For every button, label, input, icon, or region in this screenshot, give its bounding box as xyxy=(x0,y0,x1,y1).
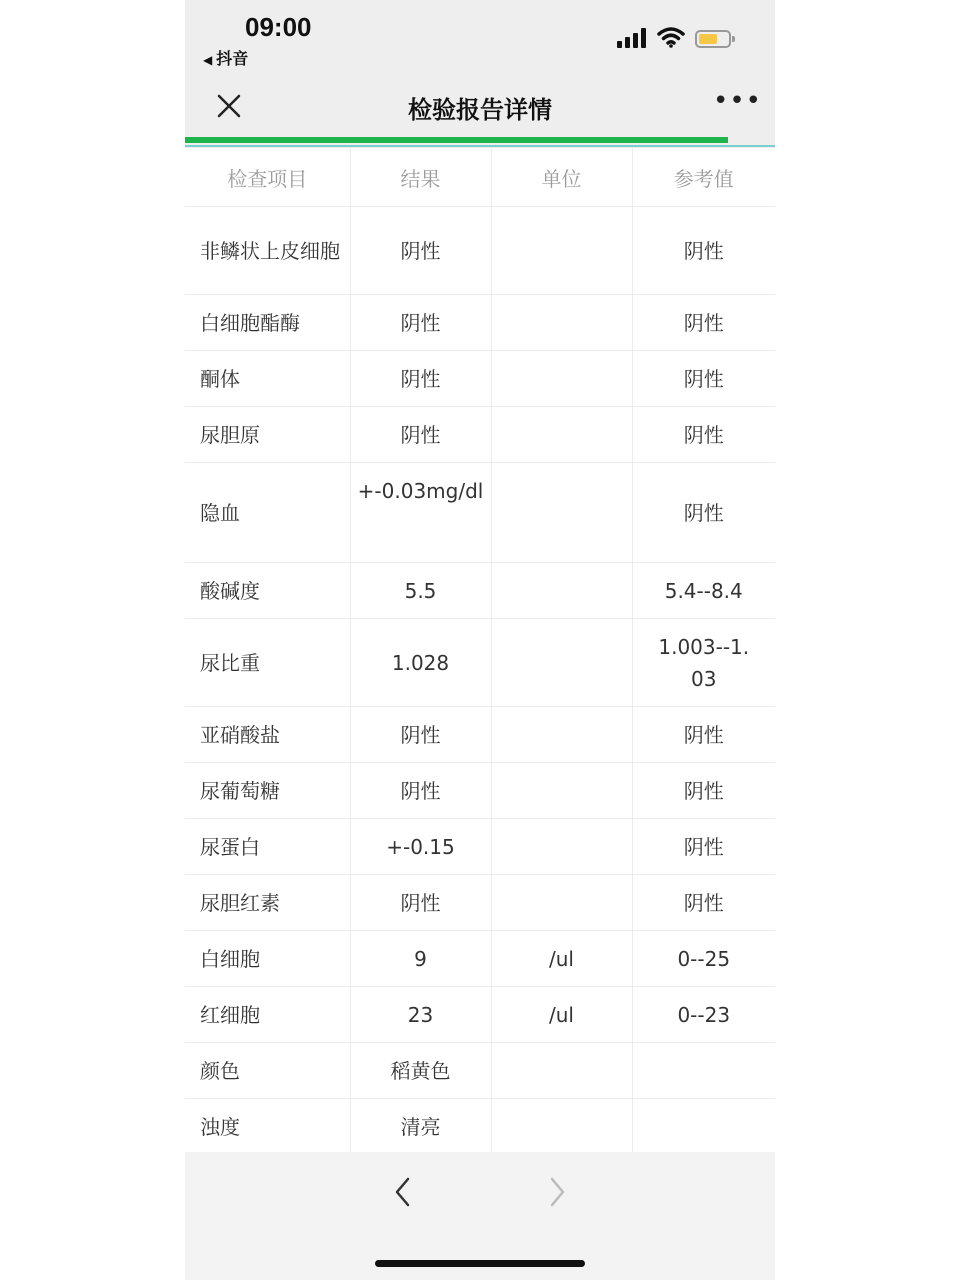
cell-item-name: 尿比重 xyxy=(185,619,350,707)
cell-result: 阴性 xyxy=(350,875,491,931)
cell-unit xyxy=(491,295,632,351)
cell-item-name: 酮体 xyxy=(185,351,350,407)
cell-result: +-0.15 xyxy=(350,819,491,875)
cell-unit xyxy=(491,1043,632,1099)
header-item: 检查项目 xyxy=(185,148,350,207)
table-row xyxy=(185,763,775,819)
forward-button[interactable] xyxy=(537,1172,577,1212)
table-row xyxy=(185,875,775,931)
back-app-label: 抖音 xyxy=(216,49,249,68)
cell-result: 阴性 xyxy=(350,207,491,295)
cell-reference: 阴性 xyxy=(632,207,775,295)
cell-item-name: 尿蛋白 xyxy=(185,819,350,875)
cell-item-name: 白细胞 xyxy=(185,931,350,987)
table-row xyxy=(185,819,775,875)
cell-reference: 阴性 xyxy=(632,295,775,351)
page-load-progress xyxy=(185,137,728,143)
cell-item-name: 浊度 xyxy=(185,1099,350,1153)
cell-unit xyxy=(491,463,632,563)
navigation-bar xyxy=(185,80,775,136)
cell-reference: 5.4--8.4 xyxy=(632,563,775,619)
cell-item-name: 非鳞状上皮细胞 xyxy=(185,207,350,295)
header-result: 结果 xyxy=(350,148,491,207)
table-row xyxy=(185,931,775,987)
cell-item-name: 酸碱度 xyxy=(185,563,350,619)
cell-unit: /ul xyxy=(491,931,632,987)
chevron-right-icon xyxy=(547,1176,567,1208)
cell-reference: 阴性 xyxy=(632,819,775,875)
status-time: 09:00 xyxy=(245,12,312,42)
more-icon: ••• xyxy=(713,86,763,116)
back-to-app-link[interactable] xyxy=(203,46,248,69)
page-title: 检验报告详情 xyxy=(408,96,552,124)
cell-reference: 阴性 xyxy=(632,351,775,407)
cell-reference: 阴性 xyxy=(632,463,775,563)
cell-result: 阴性 xyxy=(350,707,491,763)
table-row xyxy=(185,563,775,619)
cell-unit xyxy=(491,1099,632,1153)
cell-unit xyxy=(491,763,632,819)
cell-item-name: 尿胆红素 xyxy=(185,875,350,931)
table-row xyxy=(185,463,775,563)
wifi-icon xyxy=(657,26,685,48)
cell-result: 阴性 xyxy=(350,351,491,407)
cell-reference: 0--23 xyxy=(632,987,775,1043)
home-indicator[interactable] xyxy=(375,1260,585,1267)
cell-reference: 阴性 xyxy=(632,875,775,931)
table-row xyxy=(185,987,775,1043)
battery-icon xyxy=(695,30,731,48)
cell-result: +-0.03mg/dl xyxy=(350,463,491,563)
more-button[interactable] xyxy=(713,86,763,122)
cell-result: 阴性 xyxy=(350,407,491,463)
cell-result: 阴性 xyxy=(350,763,491,819)
header-unit: 单位 xyxy=(491,148,632,207)
cell-result: 9 xyxy=(350,931,491,987)
cell-result: 阴性 xyxy=(350,295,491,351)
table-row xyxy=(185,407,775,463)
table-header-row xyxy=(185,148,775,207)
battery-level xyxy=(699,34,717,44)
back-triangle-icon: ◀ xyxy=(203,53,213,67)
table-row xyxy=(185,1099,775,1153)
back-button[interactable] xyxy=(383,1172,423,1212)
cell-reference: 1.003--1.03 xyxy=(632,619,775,707)
cell-unit xyxy=(491,875,632,931)
cell-unit xyxy=(491,707,632,763)
cell-unit xyxy=(491,351,632,407)
cell-item-name: 亚硝酸盐 xyxy=(185,707,350,763)
progress-underline xyxy=(185,145,775,147)
cell-unit xyxy=(491,207,632,295)
table-row xyxy=(185,207,775,295)
cell-item-name: 白细胞酯酶 xyxy=(185,295,350,351)
cell-result: 5.5 xyxy=(350,563,491,619)
cell-item-name: 尿胆原 xyxy=(185,407,350,463)
report-table xyxy=(185,148,775,1152)
table-row xyxy=(185,707,775,763)
chevron-left-icon xyxy=(393,1176,413,1208)
cell-item-name: 红细胞 xyxy=(185,987,350,1043)
report-table-container[interactable] xyxy=(185,148,775,1152)
cell-item-name: 尿葡萄糖 xyxy=(185,763,350,819)
cell-reference: 阴性 xyxy=(632,707,775,763)
battery-nub xyxy=(732,36,735,42)
cell-result: 清亮 xyxy=(350,1099,491,1153)
cell-result: 23 xyxy=(350,987,491,1043)
cell-item-name: 隐血 xyxy=(185,463,350,563)
cell-reference: 阴性 xyxy=(632,407,775,463)
cell-reference xyxy=(632,1099,775,1153)
cell-item-name: 颜色 xyxy=(185,1043,350,1099)
table-row xyxy=(185,295,775,351)
header-reference: 参考值 xyxy=(632,148,775,207)
cell-unit: /ul xyxy=(491,987,632,1043)
cellular-signal-icon xyxy=(617,28,649,48)
cell-reference: 阴性 xyxy=(632,763,775,819)
phone-screen xyxy=(185,0,775,1280)
table-row xyxy=(185,619,775,707)
cell-unit xyxy=(491,407,632,463)
cell-unit xyxy=(491,563,632,619)
table-row xyxy=(185,351,775,407)
status-bar xyxy=(185,0,775,80)
cell-reference xyxy=(632,1043,775,1099)
cell-result: 1.028 xyxy=(350,619,491,707)
cell-unit xyxy=(491,819,632,875)
cell-result: 稻黄色 xyxy=(350,1043,491,1099)
table-row xyxy=(185,1043,775,1099)
cell-reference: 0--25 xyxy=(632,931,775,987)
cell-unit xyxy=(491,619,632,707)
